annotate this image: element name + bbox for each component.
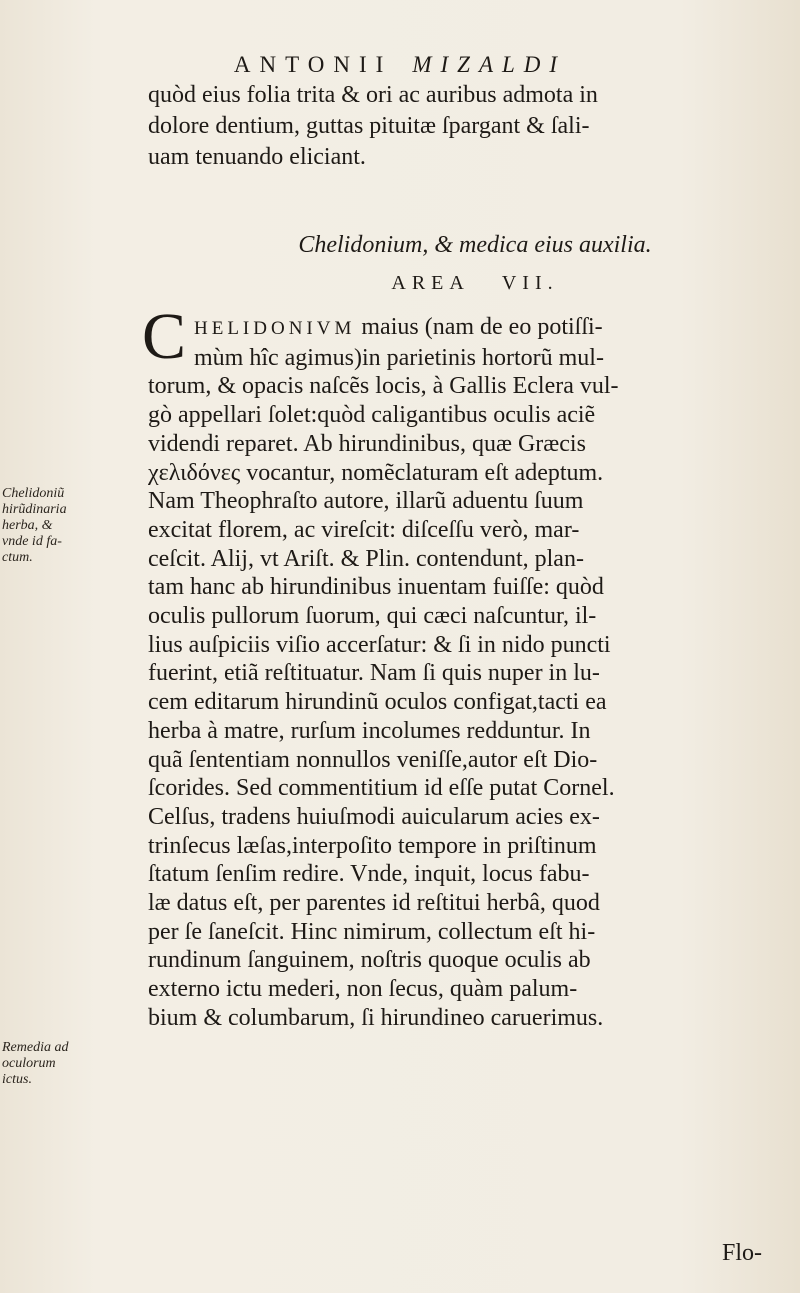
body-line: tam hanc ab hirundinibus inuentam fuiſſe: quòd bbox=[148, 574, 604, 601]
margin-note-chelidonium bbox=[2, 486, 142, 566]
running-head-surname: MIZALDI bbox=[412, 52, 567, 77]
intro-line: uam tenuando eliciant. bbox=[148, 144, 366, 170]
body-line: bium & columbarum, ſi hirundineo caruerimus. bbox=[148, 1004, 604, 1031]
body-line: oculis pullorum ſuorum, qui cæci naſcuntur, il- bbox=[148, 603, 597, 630]
area-number: VII. bbox=[501, 272, 559, 294]
body-line bbox=[148, 313, 768, 344]
body-line: herba à matre, rurſum incolumes redduntur. In bbox=[148, 717, 591, 744]
body-line: gò appellari ſolet:quòd caligantibus oculis aciẽ bbox=[148, 402, 596, 429]
margin-note-line: vnde id fa- bbox=[2, 534, 62, 549]
body-line: torum, & opacis naſcẽs locis, à Gallis Eclera vul- bbox=[148, 373, 619, 400]
drop-cap: C bbox=[142, 300, 187, 373]
margin-note-line: hirũdinaria bbox=[2, 502, 67, 517]
body-line: mùm hîc agimus)in parietinis hortorũ mul- bbox=[194, 344, 604, 371]
margin-note-line: herba, & bbox=[2, 518, 53, 533]
margin-note-line: Remedia ad bbox=[2, 1040, 69, 1055]
margin-note-remedia bbox=[2, 1040, 142, 1088]
body-line: rundinum ſanguinem, noſtris quoque oculis ab bbox=[148, 947, 591, 974]
margin-note-line: ictus. bbox=[2, 1072, 32, 1087]
body-line: cem editarum hirundinũ oculos configat,tacti ea bbox=[148, 689, 607, 716]
area-heading bbox=[0, 272, 800, 295]
body-line: videndi reparet. Ab hirundinibus, quæ Græcis bbox=[148, 430, 586, 457]
body-line: læ datus eſt, per parentes id reſtitui herbâ, quod bbox=[148, 890, 600, 917]
running-head-name: ANTONII bbox=[233, 52, 393, 77]
intro-line: dolore dentium, guttas pituitæ ſpargant & ſali- bbox=[148, 113, 590, 139]
body-line: Nam Theophraſto autore, illarũ aduentu ſuum bbox=[148, 488, 584, 515]
main-paragraph bbox=[142, 300, 768, 1033]
catchword: Flo- bbox=[721, 1240, 762, 1266]
margin-note-line: oculorum bbox=[2, 1056, 56, 1071]
margin-note-line: ctum. bbox=[2, 550, 33, 565]
body-line: excitat florem, ac vireſcit: diſceſſu verò, mar- bbox=[148, 516, 580, 543]
body-line: lius auſpiciis viſio accerſatur: & ſi in nido puncti bbox=[148, 631, 611, 658]
body-line: externo ictu mederi, non ſecus, quàm palum- bbox=[148, 976, 578, 1003]
intro-paragraph bbox=[148, 80, 768, 173]
body-line: ceſcit. Alij, vt Ariſt. & Plin. contendunt, plan- bbox=[148, 545, 584, 572]
section-title: Chelidonium, & medica eius auxilia. bbox=[298, 232, 652, 258]
body-line-text: maius (nam de eo potiſſi- bbox=[355, 314, 603, 340]
intro-line: quòd eius folia trita & ori ac auribus admota in bbox=[148, 82, 598, 108]
running-head bbox=[0, 52, 800, 78]
body-line: trinſecus læſas,interpoſito tempore in priſtinum bbox=[148, 832, 597, 859]
first-word-smallcaps: HELIDONIVM bbox=[194, 318, 356, 339]
body-line: ſcorides. Sed commentitium id eſſe putat Cornel. bbox=[148, 775, 615, 802]
body-line: fuerint, etiã reſtituatur. Nam ſi quis nuper in lu- bbox=[148, 660, 600, 687]
area-label: AREA bbox=[391, 272, 470, 294]
margin-note-line: Chelidoniũ bbox=[2, 486, 65, 501]
body-line: ſtatum ſenſim redire. Vnde, inquit, locus fabu- bbox=[148, 861, 590, 888]
body-line: per ſe ſaneſcit. Hinc nimirum, collectum eſt hi- bbox=[148, 918, 596, 945]
body-line: Celſus, tradens huiuſmodi auicularum acies ex- bbox=[148, 803, 600, 830]
body-line: χελιδόνες vocantur, nomẽclaturam eſt adeptum. bbox=[148, 459, 604, 486]
body-line: quã ſententiam nonnullos veniſſe,autor eſt Dio- bbox=[148, 746, 598, 773]
